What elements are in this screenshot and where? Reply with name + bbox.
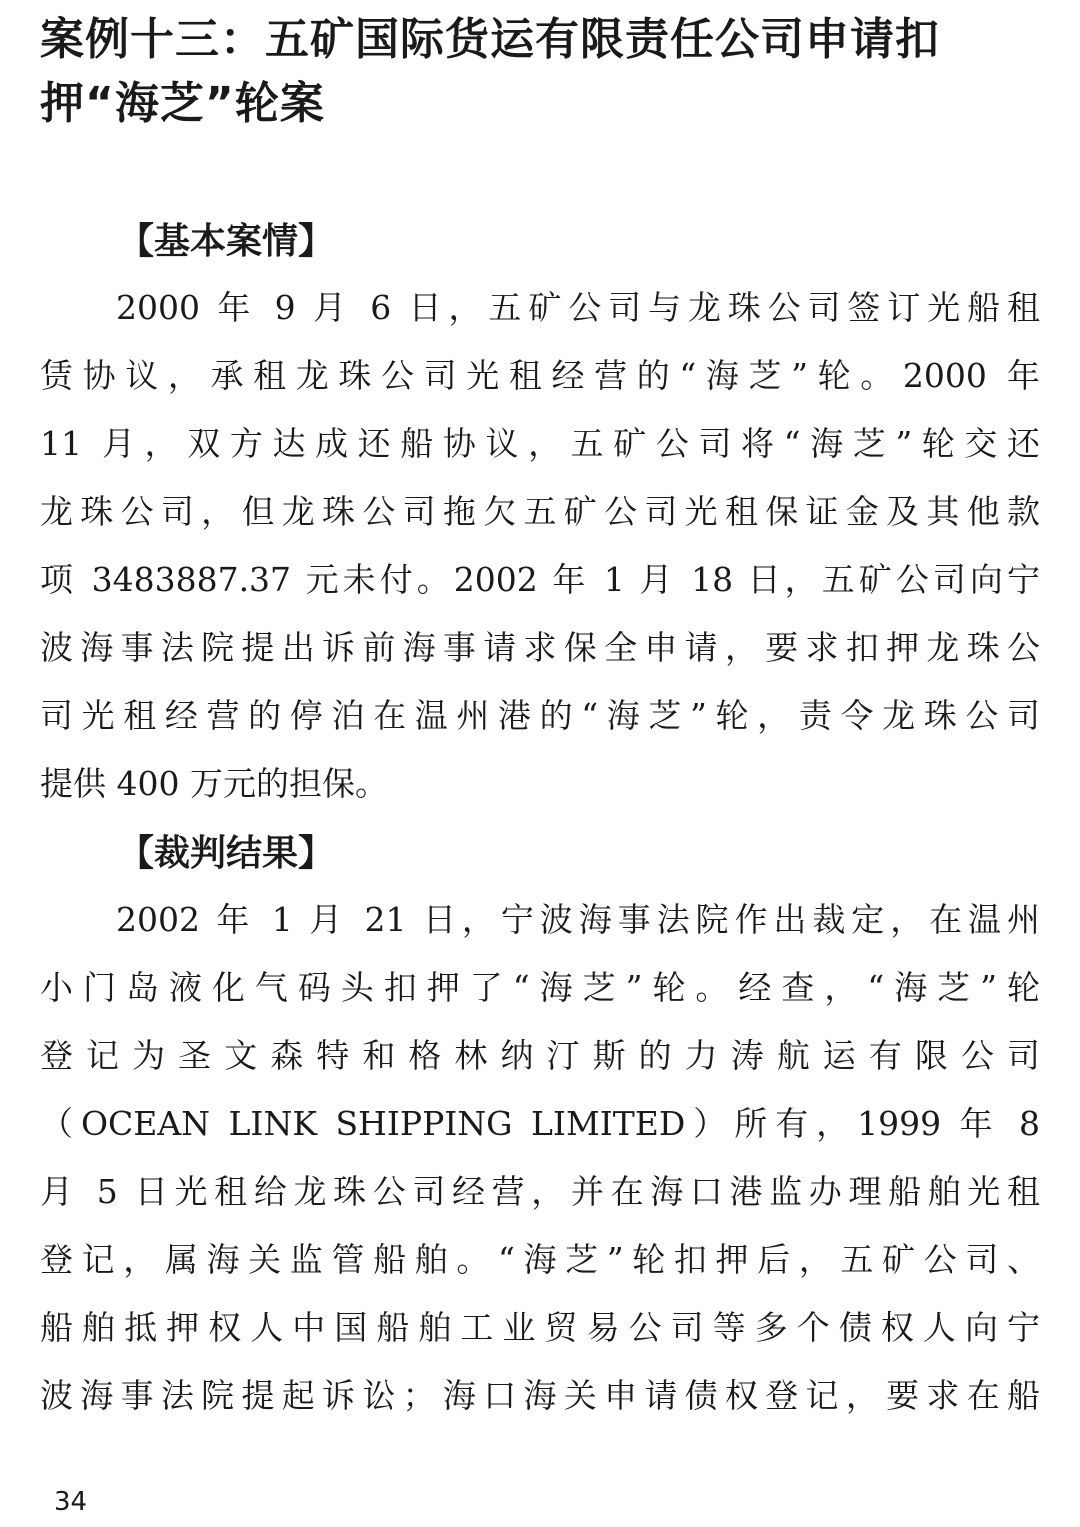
judgment-paragraph bbox=[40, 886, 1040, 1430]
basic-facts-line-5: 项 3483887.37 元未付。2002 年 1 月 18 日，五矿公司向宁 bbox=[40, 560, 1040, 599]
basic-facts-line-4: 龙珠公司，但龙珠公司拖欠五矿公司光租保证金及其他款 bbox=[40, 492, 1040, 531]
judgment-line-4: （OCEAN LINK SHIPPING LIMITED）所有，1999 年 8 bbox=[40, 1104, 1040, 1143]
case-title bbox=[40, 8, 1040, 136]
judgment-line-2: 小门岛液化气码头扣押了“海芝”轮。经查，“海芝”轮 bbox=[40, 968, 1040, 1007]
page-number: 34 bbox=[54, 1487, 88, 1517]
section-heading-judgment: 【裁判结果】 bbox=[118, 833, 335, 874]
judgment-line-3: 登记为圣文森特和格林纳汀斯的力涛航运有限公司 bbox=[40, 1036, 1040, 1075]
judgment-line-6: 登记，属海关监管船舶。“海芝”轮扣押后，五矿公司、 bbox=[40, 1240, 1040, 1279]
basic-facts-line-1: 2000 年 9 月 6 日，五矿公司与龙珠公司签订光船租 bbox=[116, 288, 1040, 327]
basic-facts-line-6: 波海事法院提出诉前海事请求保全申请，要求扣押龙珠公 bbox=[40, 628, 1040, 667]
basic-facts-line-8: 提供 400 万元的担保。 bbox=[40, 764, 388, 803]
judgment-line-5: 月 5 日光租给龙珠公司经营，并在海口港监办理船舶光租 bbox=[40, 1172, 1040, 1211]
case-title-line-2: 押“海芝”轮案 bbox=[40, 78, 325, 129]
case-title-line-1: 案例十三：五矿国际货运有限责任公司申请扣 bbox=[40, 14, 940, 65]
basic-facts-line-2: 赁协议，承租龙珠公司光租经营的“海芝”轮。2000 年 bbox=[40, 356, 1040, 395]
basic-facts-line-7: 司光租经营的停泊在温州港的“海芝”轮，责令龙珠公司 bbox=[40, 696, 1040, 735]
judgment-line-8: 波海事法院提起诉讼；海口海关申请债权登记，要求在船 bbox=[40, 1376, 1040, 1415]
judgment-line-7: 船舶抵押权人中国船舶工业贸易公司等多个债权人向宁 bbox=[40, 1308, 1040, 1347]
basic-facts-paragraph bbox=[40, 274, 1040, 818]
section-heading-basic-facts: 【基本案情】 bbox=[118, 221, 335, 262]
basic-facts-line-3: 11 月，双方达成还船协议，五矿公司将“海芝”轮交还 bbox=[40, 424, 1040, 463]
judgment-line-1: 2002 年 1 月 21 日，宁波海事法院作出裁定，在温州 bbox=[116, 900, 1040, 939]
